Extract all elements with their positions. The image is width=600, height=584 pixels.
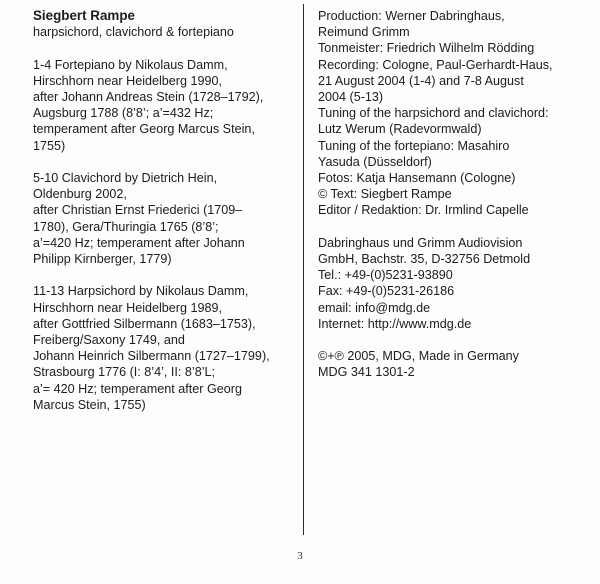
text-line: Tel.: +49-(0)5231-93890	[318, 268, 453, 283]
email-line: email: info@mdg.de	[318, 300, 431, 315]
text-line: Yasuda (Düsseldorf)	[318, 154, 432, 169]
harpsichord-details	[33, 283, 305, 413]
artist-role: harpsichord, clavichord & fortepiano	[33, 25, 234, 40]
page-number: 3	[297, 550, 303, 562]
text-line: Production: Werner Dabringhaus,	[318, 9, 505, 23]
text-line: Dabringhaus und Grimm Audiovision	[318, 235, 523, 250]
column-divider	[303, 4, 304, 535]
text-line: Tuning of the harpsichord and clavichord:	[318, 106, 549, 121]
spacer	[33, 154, 305, 170]
text-line: after Gottfried Silbermann (1683–1753),	[33, 316, 256, 331]
spacer	[33, 40, 305, 56]
text-line: a’=420 Hz; temperament after Johann	[33, 235, 245, 250]
text-line: a’= 420 Hz; temperament after Georg	[33, 381, 242, 396]
text-line: 5-10 Clavichord by Dietrich Hein,	[33, 171, 218, 185]
text-line: Tonmeister: Friedrich Wilhelm Rödding	[318, 41, 535, 56]
copyright-block	[318, 348, 590, 380]
spacer	[318, 332, 590, 348]
artist-block	[33, 8, 305, 40]
text-line: Reimund Grimm	[318, 25, 410, 40]
right-column	[318, 8, 590, 381]
production-credits	[318, 8, 590, 219]
text-line: after Johann Andreas Stein (1728–1792),	[33, 90, 264, 104]
text-line: Augsburg 1788 (8’8’; a’=432 Hz;	[33, 106, 214, 121]
text-line: 1-4 Fortepiano by Nikolaus Damm,	[33, 57, 228, 72]
copyright-line: ©+℗ 2005, MDG, Made in Germany	[318, 349, 519, 364]
text-line: © Text: Siegbert Rampe	[318, 187, 452, 202]
spacer	[33, 267, 305, 283]
text-line: Philipp Kirnberger, 1779)	[33, 252, 172, 267]
fortepiano-details	[33, 57, 305, 154]
text-line: Johann Heinrich Silbermann (1727–1799),	[33, 349, 270, 364]
text-line: Hirschhorn near Heidelberg 1989,	[33, 300, 223, 315]
text-line: Recording: Cologne, Paul-Gerhardt-Haus,	[318, 57, 553, 72]
text-line: GmbH, Bachstr. 35, D-32756 Detmold	[318, 252, 531, 267]
spacer	[318, 219, 590, 235]
clavichord-details	[33, 170, 305, 267]
text-line: Tuning of the fortepiano: Masahiro	[318, 138, 510, 153]
text-line: 11-13 Harpsichord by Nikolaus Damm,	[33, 284, 249, 299]
text-line: 21 August 2004 (1-4) and 7-8 August	[318, 73, 524, 88]
text-line: Marcus Stein, 1755)	[33, 397, 146, 412]
text-line: Strasbourg 1776 (I: 8’4’, II: 8’8’L;	[33, 365, 216, 380]
text-line: temperament after Georg Marcus Stein,	[33, 122, 255, 137]
left-column	[33, 8, 305, 413]
catalog-number: MDG 341 1301-2	[318, 365, 415, 380]
text-line: Lutz Werum (Radevormwald)	[318, 122, 482, 137]
text-line: Fotos: Katja Hansemann (Cologne)	[318, 171, 516, 186]
artist-name: Siegbert Rampe	[33, 8, 135, 23]
label-contact	[318, 235, 590, 332]
text-line: Editor / Redaktion: Dr. Irmlind Capelle	[318, 203, 529, 218]
website-line: Internet: http://www.mdg.de	[318, 316, 472, 331]
text-line: after Christian Ernst Friederici (1709–	[33, 203, 243, 218]
text-line: Freiberg/Saxony 1749, and	[33, 333, 185, 348]
text-line: 1755)	[33, 138, 66, 153]
text-line: 1780), Gera/Thuringia 1765 (8’8’;	[33, 219, 219, 234]
text-line: Fax: +49-(0)5231-26186	[318, 284, 455, 299]
text-line: Hirschhorn near Heidelberg 1990,	[33, 73, 223, 88]
text-line: Oldenburg 2002,	[33, 187, 127, 202]
text-line: 2004 (5-13)	[318, 90, 384, 105]
